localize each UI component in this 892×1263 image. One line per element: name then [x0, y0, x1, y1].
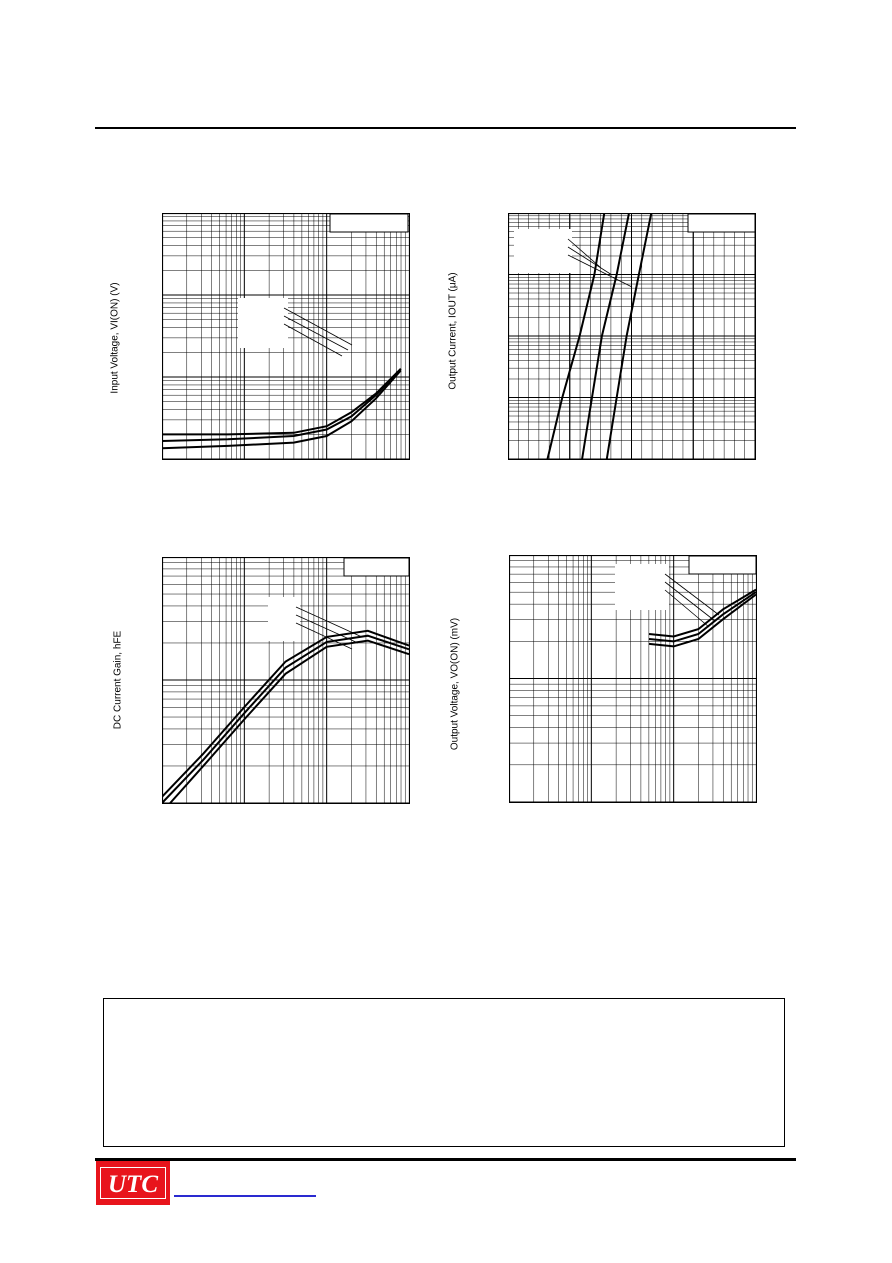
grid: [162, 557, 409, 803]
utc-logo-mark: [96, 1161, 170, 1205]
series-2-line: [162, 369, 401, 441]
dc-current-gain-chart: [162, 557, 410, 804]
dc-current-gain-y-label: DC Current Gain, hFE: [112, 630, 124, 730]
website-link[interactable]: [174, 1195, 316, 1197]
condition-box: [330, 214, 408, 232]
curve-key-area: [268, 597, 300, 641]
series-3-leader: [284, 324, 342, 356]
series-2-leader: [568, 247, 612, 275]
input-voltage-chart: [162, 213, 410, 460]
curve-key-area: [238, 298, 288, 348]
curve-key-area: [514, 229, 572, 273]
header-rule: [95, 127, 796, 129]
series-2-leader: [284, 316, 348, 350]
utc-logo: [96, 1161, 170, 1205]
condition-box: [344, 558, 409, 576]
output-current-y-label: Output Current, IOUT (μA): [447, 272, 459, 390]
curve-key-area: [615, 564, 669, 610]
series-1-leader: [296, 607, 362, 637]
output-voltage-y-label: Output Voltage, VO(ON) (mV): [449, 617, 461, 751]
series-1-leader: [665, 574, 719, 615]
output-current-chart: [508, 213, 756, 460]
condition-box: [688, 214, 755, 232]
plot-area: [162, 557, 410, 804]
plot-area: [508, 213, 756, 460]
series-1-leader: [284, 308, 352, 345]
footer-rule: [95, 1158, 796, 1161]
series-3-leader: [665, 590, 709, 627]
series-3-leader: [568, 255, 632, 287]
output-voltage-chart: [509, 555, 757, 803]
series-2-leader: [665, 582, 715, 621]
plot-area: [162, 213, 410, 460]
input-voltage-y-label: Input Voltage, VI(ON) (V): [109, 282, 121, 394]
svg-text:UTC: UTC: [108, 1171, 158, 1198]
plot-area: [509, 555, 757, 803]
condition-box: [689, 556, 756, 574]
disclaimer-box: [103, 998, 785, 1147]
series-3-leader: [296, 623, 352, 649]
